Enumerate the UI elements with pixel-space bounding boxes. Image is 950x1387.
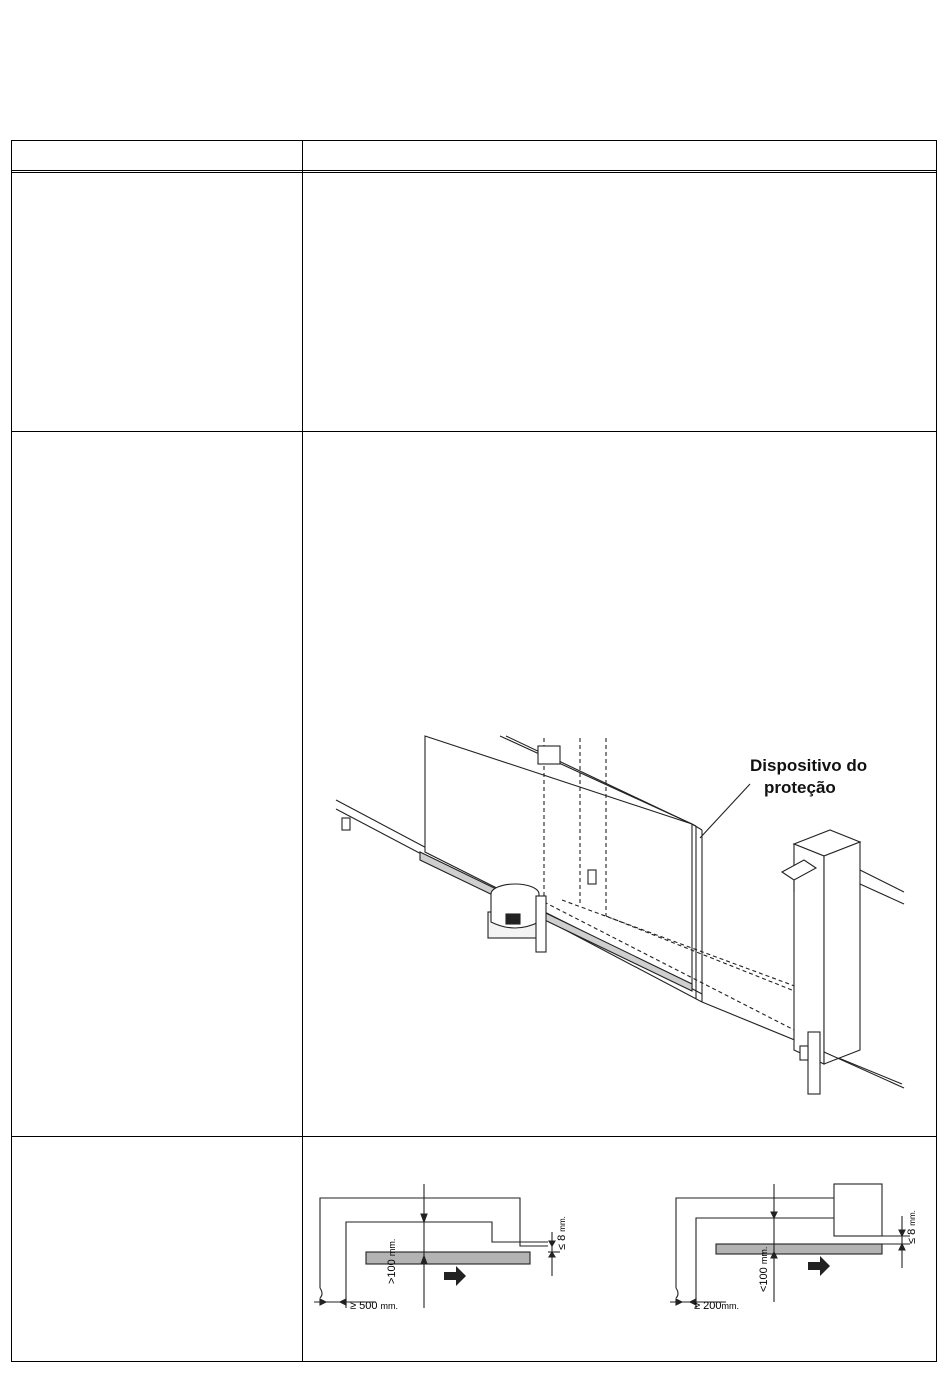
depth-value-right: ≥ 200 (694, 1300, 722, 1312)
gap-unit-right: mm. (908, 1210, 917, 1226)
row-divider-2 (12, 1136, 936, 1137)
height-label-right (758, 1247, 770, 1292)
clearance-diagram-left (312, 1184, 582, 1324)
gap-label-left (556, 1216, 568, 1250)
depth-unit-left: mm. (380, 1301, 399, 1311)
protection-device-label-line1: Dispositivo do (750, 756, 868, 775)
header-row-divider-double (12, 172, 936, 173)
column-divider (302, 141, 303, 1361)
header-row-divider (12, 170, 936, 171)
gap-unit-left: mm. (558, 1216, 567, 1232)
gap-label-right (906, 1210, 918, 1244)
gap-value-left: ≤ 8 (556, 1234, 568, 1250)
height-value-left: >100 (386, 1259, 398, 1284)
depth-value-left: ≥ 500 (350, 1300, 378, 1312)
height-value-right: <100 (758, 1267, 770, 1292)
depth-unit-right: mm. (721, 1301, 739, 1311)
clearance-diagram-right (666, 1182, 926, 1322)
depth-label-right (694, 1300, 739, 1312)
depth-label-left (350, 1300, 398, 1312)
height-unit-left: mm. (387, 1238, 397, 1257)
protection-device-label-line2: proteção (764, 778, 836, 797)
gate-illustration (330, 734, 910, 1096)
gap-value-right: ≤ 8 (906, 1228, 918, 1244)
height-label-left (386, 1239, 398, 1284)
row-divider-1 (12, 431, 936, 432)
height-unit-right: mm. (759, 1246, 769, 1265)
